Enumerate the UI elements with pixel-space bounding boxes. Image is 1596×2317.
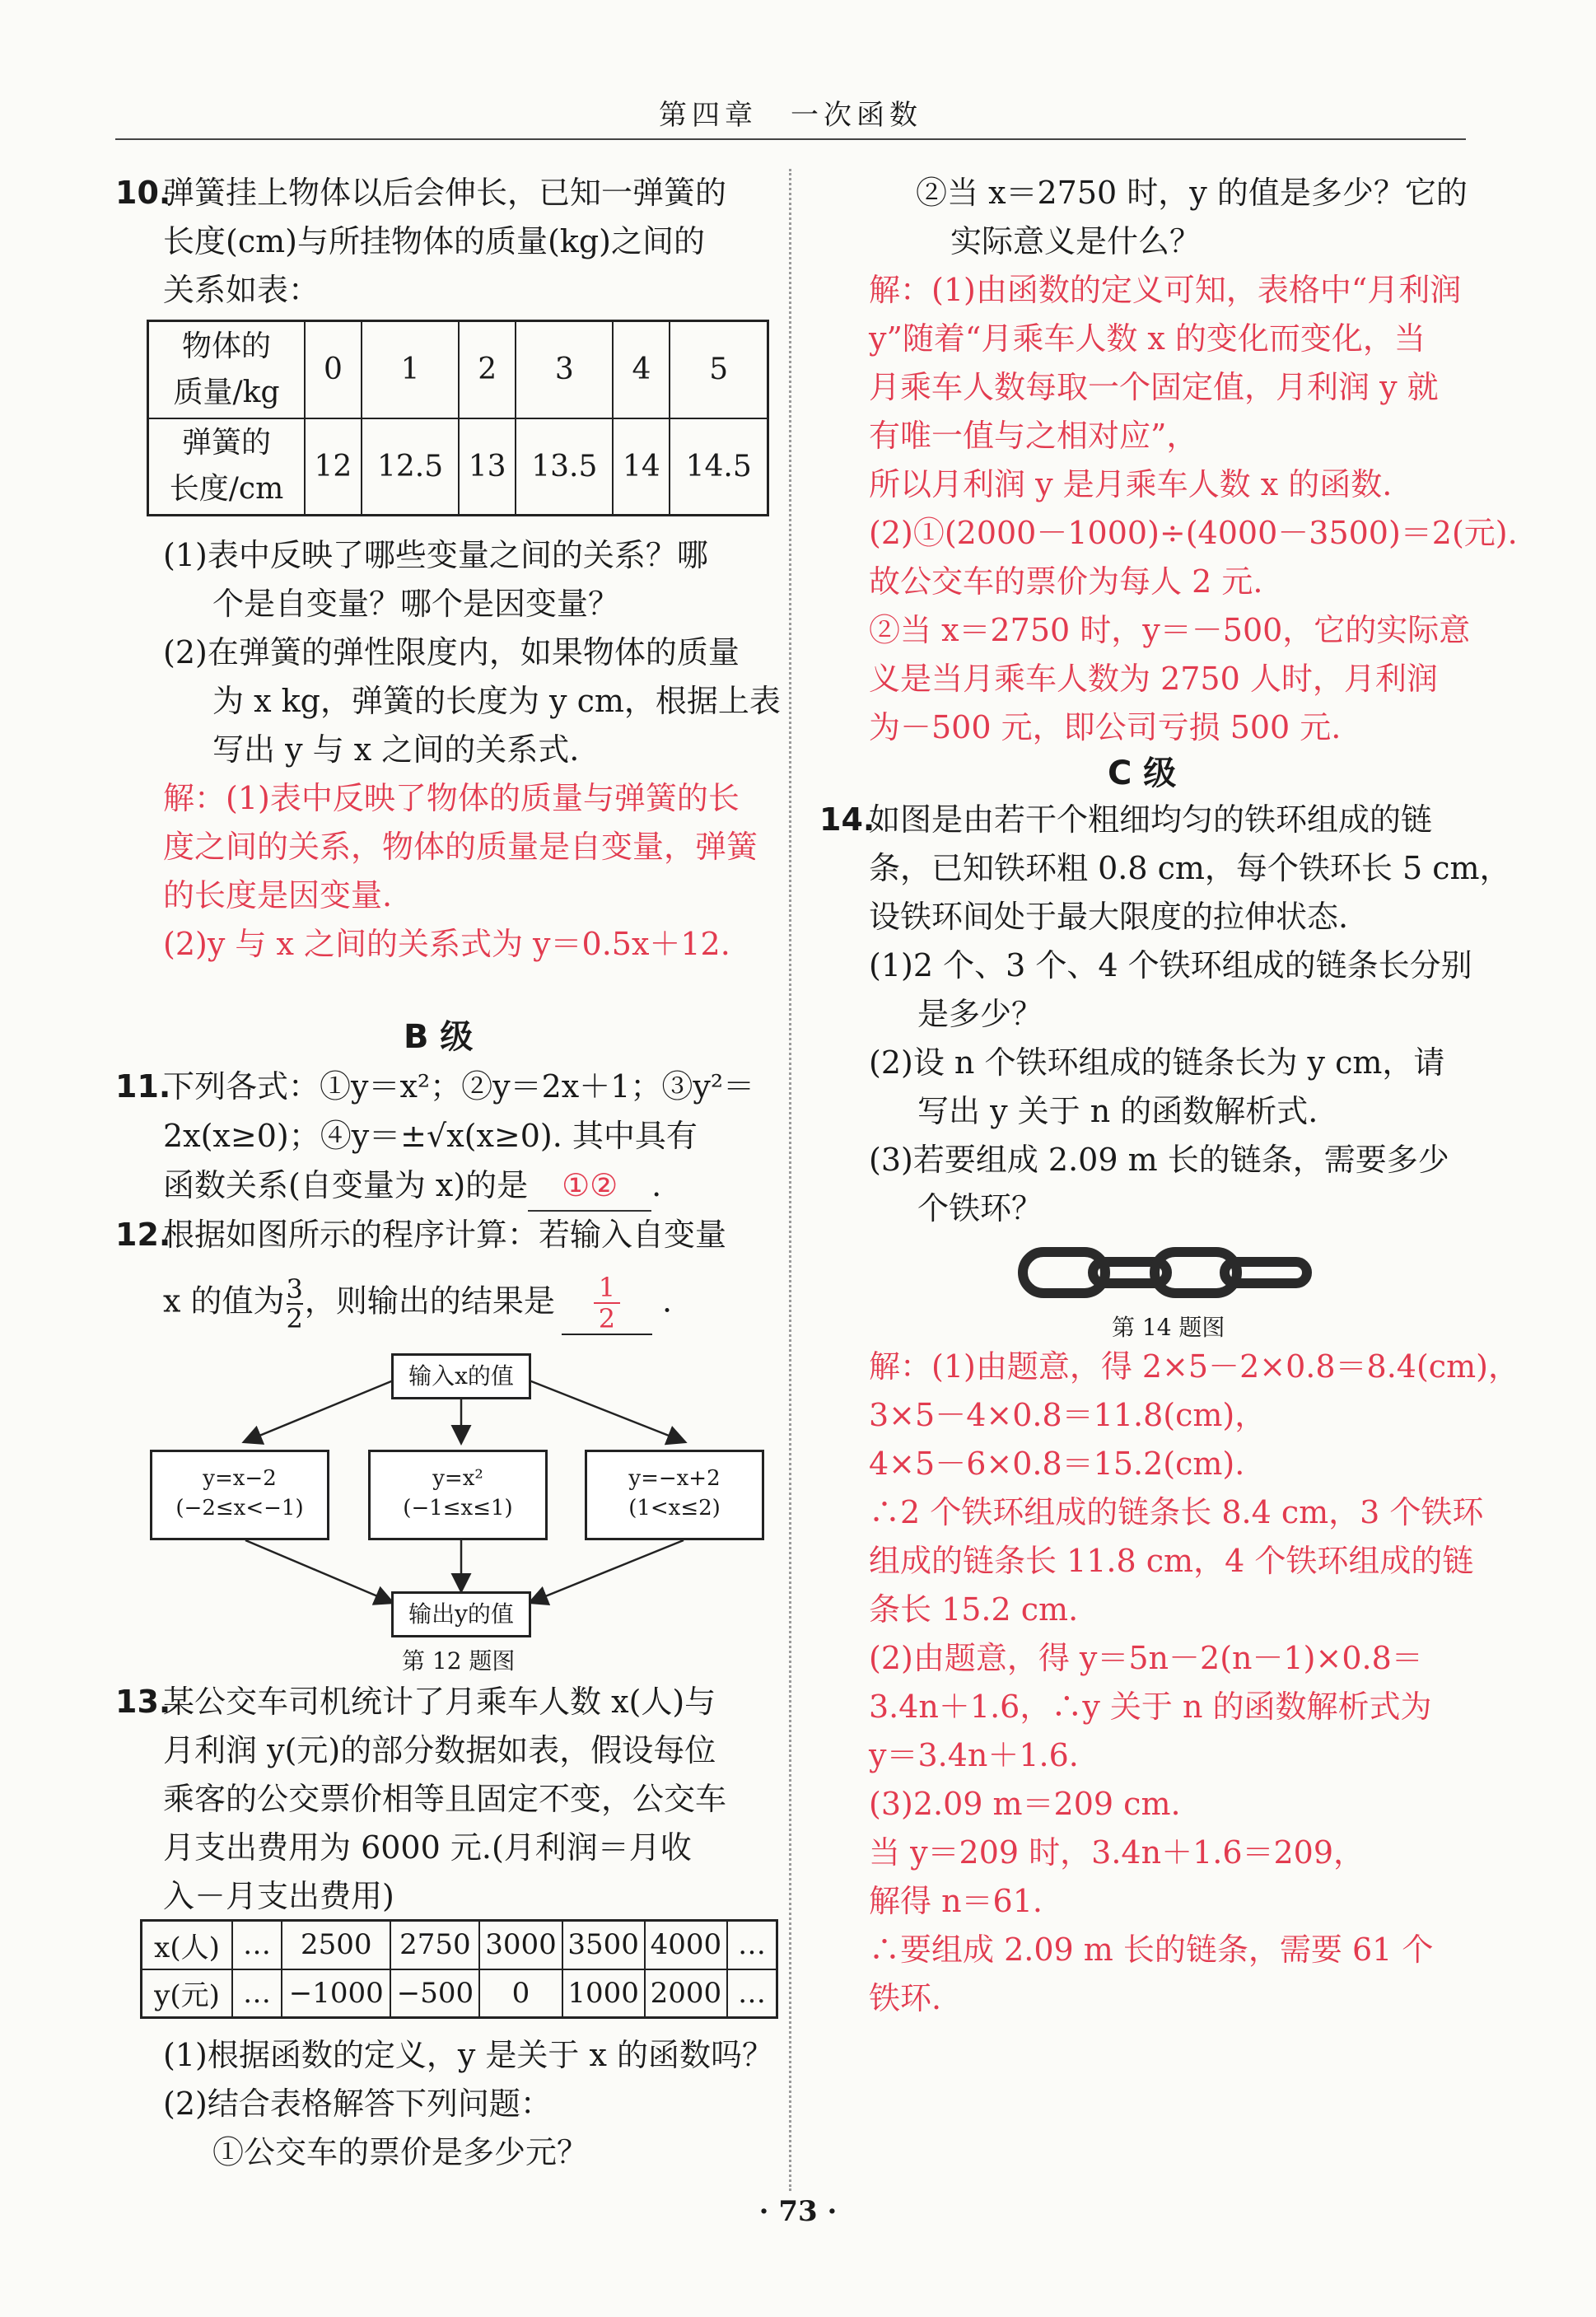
q13-sub2a: ①公交车的票价是多少元？ [212,2134,589,2170]
q10-line: 长度(cm)与所挂物体的质量(kg)之间的 [163,223,705,259]
q14-sub3: (3)若要组成 2.09 m 长的链条，需要多少 [869,1142,1449,1178]
q12-answer-fraction: $\frac{1}{2}$ [562,1273,652,1335]
q14-sub3: 个铁环？ [917,1190,1043,1226]
q13-number: 13. [115,1684,171,1720]
q14-answer: 组成的链条长 11.8 cm，4 个铁环组成的链 [869,1543,1474,1579]
q14-sub1: 是多少？ [917,996,1043,1032]
q14-answer: 3×5－4×0.8＝11.8(cm)， [869,1397,1267,1433]
q13-table-cell: x(人) [142,1921,233,1969]
q13-line: 入－月支出费用) [163,1878,394,1914]
q10-table-header: 弹簧的 长度/cm [148,418,306,516]
q10-sub1: (1)表中反映了哪些变量之间的关系？哪 [163,537,708,573]
flow-case-box: y=−x+2 (1<x≤2) [585,1450,764,1540]
q11-number: 11. [115,1068,171,1105]
q11-line: 下列各式：①y＝x²；②y＝2x＋1；③y²＝ [163,1068,755,1105]
arrow-line [245,1540,391,1602]
q10-table-cell: 4 [613,321,670,418]
q10-table [147,320,769,516]
q13-table-cell: 3500 [562,1921,645,1969]
q14-answer: 当 y＝209 时，3.4n＋1.6＝209， [869,1834,1365,1871]
q13-answer: ②当 x＝2750 时，y＝－500，它的实际意 [869,612,1471,648]
q10-answer: (2)y 与 x 之间的关系式为 y＝0.5x＋12. [163,926,730,962]
q12-line: 根据如图所示的程序计算：若输入自变量 [163,1217,727,1253]
q13-sub2: (2)结合表格解答下列问题： [163,2086,552,2122]
q13-table-cell: … [232,1969,282,2018]
q14-line: 设铁环间处于最大限度的拉伸状态. [869,899,1349,935]
level-c-heading: C 级 [1108,754,1177,792]
q14-sub2: (2)设 n 个铁环组成的链条长为 y cm，请 [869,1044,1445,1081]
q10-table-cell: 13 [459,418,516,516]
q14-line: 条，已知铁环粗 0.8 cm，每个铁环长 5 cm， [869,850,1511,886]
q10-sub1: 个是自变量？哪个是因变量？ [212,586,620,622]
q10-table-cell: 12.5 [362,418,459,516]
q13-sub2b: 实际意义是什么？ [950,223,1202,259]
q13-table-cell: 1000 [562,1969,645,2018]
q13-table-cell: 2500 [282,1921,390,1969]
q13-table-cell: −1000 [282,1969,390,2018]
q13-table-cell: 2750 [390,1921,479,1969]
q10-table-cell: 12 [305,418,362,516]
q10-answer: 解：(1)表中反映了物体的质量与弹簧的长 [163,780,740,816]
q12-input-fraction: $\frac{3}{2}$ [286,1273,303,1334]
q10-table-cell: 3 [516,321,613,418]
q13-table-cell: −500 [390,1969,479,2018]
q14-answer: y＝3.4n＋1.6. [869,1737,1079,1773]
q13-line: 乘客的公交票价相等且固定不变，公交车 [163,1781,727,1817]
q13-table-cell: 4000 [645,1921,727,1969]
q11-answer: ①② [528,1161,651,1212]
q14-answer: ∴2 个铁环组成的链条长 8.4 cm，3 个铁环 [869,1494,1484,1530]
q13-answer: 解：(1)由函数的定义可知，表格中“月利润 [869,272,1462,308]
q10-table-cell: 1 [362,321,459,418]
q10-answer: 度之间的关系，物体的质量是自变量，弹簧 [163,829,758,865]
flow-input-box: 输入x的值 [391,1353,531,1399]
level-b-heading: B 级 [404,1018,474,1056]
q12-caption: 第 12 题图 [402,1647,516,1675]
q13-sub1: (1)根据函数的定义，y 是关于 x 的函数吗？ [163,2037,773,2073]
q14-answer: 解得 n＝61. [869,1883,1043,1919]
q14-answer: (3)2.09 m＝209 cm. [869,1786,1181,1822]
q10-table-cell: 2 [459,321,516,418]
flow-output-box: 输出y的值 [391,1591,531,1637]
q13-table-cell: y(元) [142,1969,233,2018]
q10-table-cell: 14 [613,418,670,516]
q14-answer: ∴要组成 2.09 m 长的链条，需要 61 个 [869,1932,1434,1968]
q10-sub2: (2)在弹簧的弹性限度内，如果物体的质量 [163,634,740,670]
q13-line: 某公交车司机统计了月乘车人数 x(人)与 [163,1684,716,1720]
q10-line: 关系如表： [163,272,320,308]
q14-sub1: (1)2 个、3 个、4 个铁环组成的链条长分别 [869,947,1472,983]
q14-number: 14. [819,801,875,838]
q13-answer: y”随着“月乘车人数 x 的变化而变化，当 [869,320,1426,357]
arrow-line [531,1540,684,1602]
q10-number: 10. [115,175,171,211]
q11-line3: 函数关系(自变量为 x)的是 ①② . [163,1161,661,1212]
q13-sub2b: ②当 x＝2750 时，y 的值是多少？它的 [916,175,1468,211]
q13-answer: 月乘车人数每取一个固定值，月利润 y 就 [869,369,1439,405]
q11-line: 2x(x≥0)；④y＝±√x(x≥0). 其中具有 [163,1118,698,1154]
column-divider [789,169,791,2191]
q13-table-cell: … [232,1921,282,1969]
chain-illustration [1015,1244,1314,1301]
q14-answer: 条长 15.2 cm. [869,1591,1079,1628]
q13-table-cell: 2000 [645,1969,727,2018]
q14-answer: 解：(1)由题意，得 2×5－2×0.8＝8.4(cm)， [869,1348,1519,1385]
q10-sub2: 写出 y 与 x 之间的关系式. [212,731,580,768]
q12-line2: x 的值为 $\frac{3}{2}$ ，则输出的结果是 $\frac{1}{2}$ . [163,1272,673,1334]
q14-answer: 4×5－6×0.8＝15.2(cm). [869,1446,1245,1482]
q10-line: 弹簧挂上物体以后会伸长，已知一弹簧的 [163,175,727,211]
q13-table-cell: … [727,1969,777,2018]
q13-line: 月支出费用为 6000 元.(月利润＝月收 [163,1829,692,1866]
q14-answer: 3.4n＋1.6，∴y 关于 n 的函数解析式为 [869,1689,1432,1725]
arrow-line [527,1380,684,1441]
q10-table-cell: 13.5 [516,418,613,516]
q10-table-header: 物体的 质量/kg [148,321,306,418]
q10-sub2: 为 x kg，弹簧的长度为 y cm，根据上表 [212,683,781,719]
q10-table-cell: 0 [305,321,362,418]
q13-line: 月利润 y(元)的部分数据如表，假设每位 [163,1732,716,1768]
flow-case-box: y=x−2 (−2≤x<−1) [150,1450,329,1540]
q13-table-cell: 3000 [479,1921,562,1969]
q10-table-cell: 14.5 [670,418,768,516]
q13-answer: 有唯一值与之相对应”， [869,418,1198,454]
q14-caption: 第 14 题图 [1112,1314,1225,1341]
q13-answer: 义是当月乘车人数为 2750 人时，月利润 [869,661,1438,697]
q12-number: 12. [115,1217,171,1253]
q13-answer: 所以月利润 y 是月乘车人数 x 的函数. [869,466,1393,502]
q13-answer: 故公交车的票价为每人 2 元. [869,563,1263,600]
q14-line: 如图是由若干个粗细均匀的铁环组成的链 [869,801,1433,838]
q13-answer: 为－500 元，即公司亏损 500 元. [869,709,1342,745]
q13-table [140,1919,778,2019]
q13-table-cell: 0 [479,1969,562,2018]
q13-table-cell: … [727,1921,777,1969]
arrow-line [245,1380,395,1441]
q10-answer: 的长度是因变量. [163,877,393,913]
page-number: · 73 · [758,2195,838,2228]
q14-answer: 铁环. [869,1980,942,2016]
chapter-header: 第四章 一次函数 [115,92,1466,140]
q10-table-cell: 5 [670,321,768,418]
flow-case-box: y=x² (−1≤x≤1) [368,1450,548,1540]
q14-sub2: 写出 y 关于 n 的函数解析式. [917,1093,1318,1129]
q14-answer: (2)由题意，得 y＝5n－2(n－1)×0.8＝ [869,1640,1423,1676]
q13-answer: (2)①(2000－1000)÷(4000－3500)＝2(元). [869,515,1518,551]
